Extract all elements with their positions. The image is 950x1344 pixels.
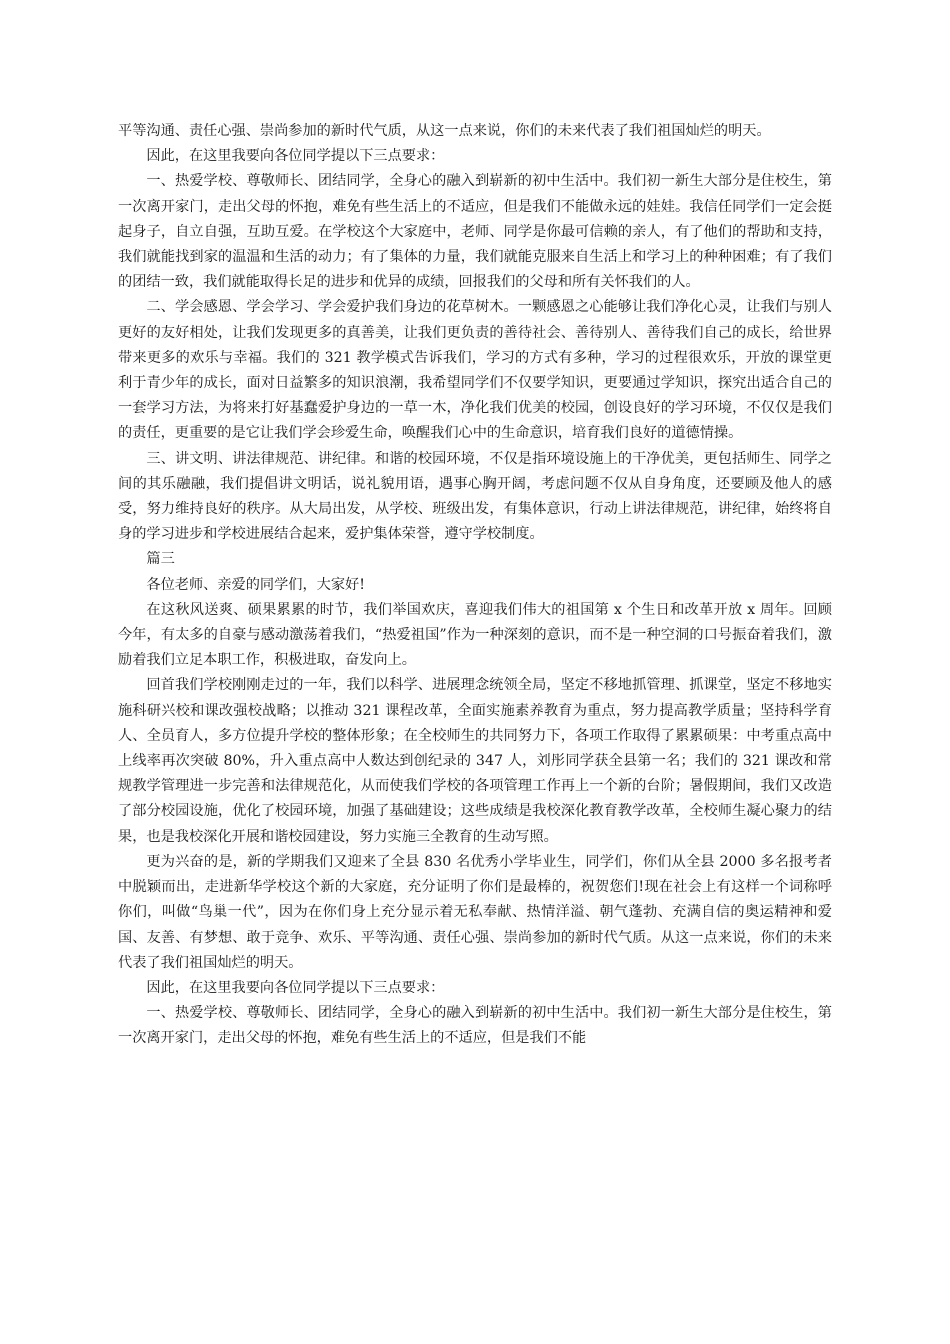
paragraph-new-students: 更为兴奋的是，新的学期我们又迎来了全县 830 名优秀小学毕业生，同学们，你们从全县 2000 多名报考者中脱颖而出，走进新华学校这个新的大家庭，充分证明了你们是最棒的，祝贺您们!现在社会上有这样一个词称呼你们，叫做“鸟巢一代”，因为在你们身上充分显示着无私奉献、热情洋溢、朝气蓬勃、充满自信的奥运精神和爱国、友善、有梦想、敢于竞争、欢乐、平等沟通、责任心强、崇尚参加的新时代气质。从这一点来说，你们的未来代表了我们祖国灿烂的明天。 [118,853,832,971]
paragraph-greeting: 各位老师、亲爱的同学们，大家好! [146,576,365,593]
paragraph-requirements-intro-repeat: 因此，在这里我要向各位同学提以下三点要求： [146,979,445,996]
paragraph-requirements-intro: 因此，在这里我要向各位同学提以下三点要求： [146,148,445,165]
paragraph-requirement-one-repeat: 一、热爱学校、尊敬师长、团结同学，全身心的融入到崭新的初中生活中。我们初一新生大部分是住校生，第一次离开家门，走出父母的怀抱，难免有些生活上的不适应，但是我们不能 [118,1005,832,1047]
paragraph-requirement-three: 三、讲文明、讲法律规范、讲纪律。和谐的校园环境，不仅是指环境设施上的干净优美，更包括师生、同学之间的其乐融融，我们提倡讲文明话，说礼貌用语，遇事心胸开阔，考虑问题不仅从自身角度，还要顾及他人的感受，努力维持良好的秩序。从大局出发，从学校、班级出发，有集体意识，行动上讲法律规范，讲纪律，始终将自身的学习进步和学校进展结合起来，爱护集体荣誉，遵守学校制度。 [118,450,832,543]
paragraph-autumn: 在这秋风送爽、硕果累累的时节，我们举国欢庆，喜迎我们伟大的祖国第 x 个生日和改革开放 x 周年。回顾今年，有太多的自豪与感动激荡着我们，“热爱祖国”作为一种深刻的意识，而不是一种空洞的口号振奋着我们，激励着我们立足本职工作，积极进取，奋发向上。 [118,601,832,669]
paragraph-requirement-one: 一、热爱学校、尊敬师长、团结同学，全身心的融入到崭新的初中生活中。我们初一新生大部分是住校生，第一次离开家门，走出父母的怀抱，难免有些生活上的不适应，但是我们不能做永远的娃娃。我信任同学们一定会挺起身子，自立自强，互助互爱。在学校这个大家庭中，老师、同学是你最可信赖的亲人，有了他们的帮助和支持，我们就能找到家的温温和生活的动力；有了集体的力量，我们就能克服来自生活上和学习上的种种困难；有了我们的团结一致，我们就能取得长足的进步和优异的成绩，回报我们的父母和所有关怀我们的人。 [118,173,832,291]
paragraph-continued: 平等沟通、责任心强、崇尚参加的新时代气质，从这一点来说，你们的未来代表了我们祖国灿烂的明天。 [118,123,771,139]
paragraph-review: 回首我们学校刚刚走过的一年，我们以科学、进展理念统领全局，坚定不移地抓管理、抓课堂，坚定不移地实施科研兴校和课改强校战略；以推动 321 课程改革，全面实施素养教育为重点，努力提高教学质量；坚持科学育人、全员育人，多方位提升学校的整体形象；在全校师生的共同努力下，各项工作取得了累累硕果：中考重点高中上线率再次突破 80%，升入重点高中人数达到创纪录的 347 人，刘彤同学获全县第一名；我们的 321 课改和常规教学管理进一步完善和法律规范化，从而使我们学校的各项管理工作再上一个新的台阶；暑假期间，我们又改造了部分校园设施，优化了校园环境，加强了基础建设；这些成绩是我校深化教育教学改革，全校师生凝心聚力的结果，也是我校深化开展和谐校园建设，努力实施三全教育的生动写照。 [118,677,832,845]
document-page [118,119,832,1052]
section-heading: 篇三 [146,551,175,568]
paragraph-requirement-two: 二、学会感恩、学会学习、学会爱护我们身边的花草树木。一颗感恩之心能够让我们净化心灵，让我们与别人更好的友好相处，让我们发现更多的真善美，让我们更负责的善待社会、善待别人、善待我们自己的成长，给世界带来更多的欢乐与幸福。我们的 321 教学模式告诉我们，学习的方式有多种，学习的过程很欢乐，开放的课堂更利于青少年的成长，面对日益繁多的知识浪潮，我希望同学们不仅要学知识，更要通过学知识，探究出适合自己的一套学习方法，为将来打好基蠢爱护身边的一草一木，净化我们优美的校园，创设良好的学习环境，不仅仅是我们的责任，更重要的是它让我们学会珍爱生命，唤醒我们心中的生命意识，培育我们良好的道德情操。 [118,299,832,442]
